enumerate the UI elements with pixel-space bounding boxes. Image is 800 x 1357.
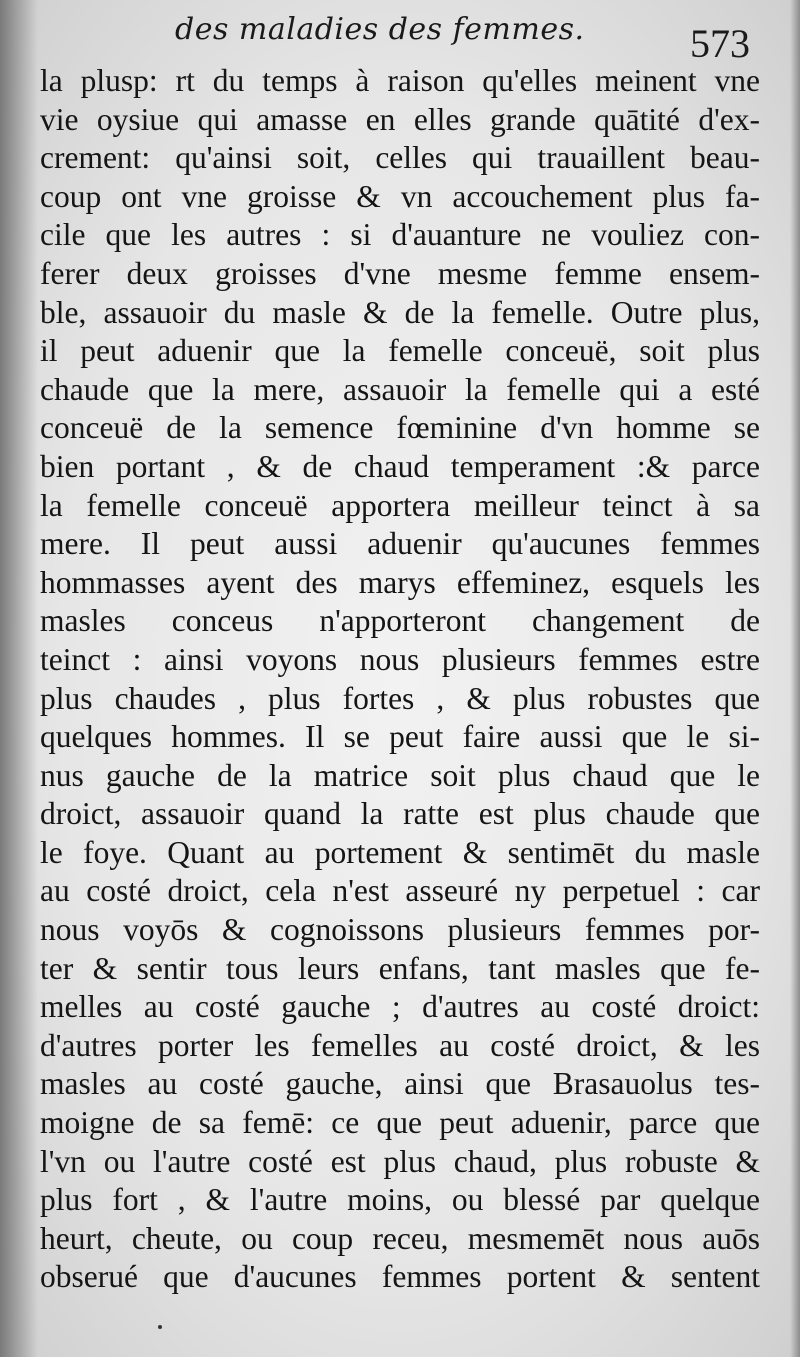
text-line: bien portant , & de chaud temperament :& parce (40, 448, 760, 484)
text-line: obserué que d'aucunes femmes portent & sentent (40, 1259, 760, 1295)
text-line: ble, assauoir du masle & de la femelle. Outre plus, (40, 294, 760, 330)
text-line: conceuë de la semence fœminine d'vn homme se (40, 410, 760, 446)
text-line: vie oysiue qui amasse en elles grande quātité d'ex- (40, 101, 760, 137)
text-line: hommasses ayent des marys effeminez, esquels les (40, 564, 760, 600)
text-line: melles au costé gauche ; d'autres au costé droict: (40, 989, 760, 1025)
page-number: 573 (690, 21, 750, 66)
text-line: au costé droict, cela n'est asseuré ny perpetuel : car (40, 873, 760, 909)
text-line: d'autres porter les femelles au costé droict, & les (40, 1027, 760, 1063)
text-line: masles au costé gauche, ainsi que Brasauolus tes- (40, 1066, 760, 1102)
text-line: nus gauche de la matrice soit plus chaud que le (40, 757, 760, 793)
text-line: teinct : ainsi voyons nous plusieurs femmes estre (40, 641, 760, 677)
text-line: crement: qu'ainsi soit, celles qui trauaillent beau- (40, 140, 760, 176)
running-title: des maladies des femmes. (175, 12, 585, 47)
text-line: ter & sentir tous leurs enfans, tant masles que fe- (40, 950, 760, 986)
text-line: mere. Il peut aussi aduenir qu'aucunes femmes (40, 526, 760, 562)
ink-speck (158, 1325, 162, 1329)
text-line: plus fort , & l'autre moins, ou blessé par quelque (40, 1182, 760, 1218)
text-line: droict, assauoir quand la ratte est plus chaude que (40, 796, 760, 832)
text-line: le foye. Quant au portement & sentimēt du masle (40, 834, 760, 870)
text-line: coup ont vne groisse & vn accouchement plus fa- (40, 178, 760, 214)
text-line: heurt, cheute, ou coup receu, mesmemēt nous auōs (40, 1220, 760, 1256)
text-line: plus chaudes , plus fortes , & plus robustes que (40, 680, 760, 716)
text-line: masles conceus n'apporteront changement de (40, 603, 760, 639)
text-block (40, 62, 760, 1297)
text-line: quelques hommes. Il se peut faire aussi que le si- (40, 719, 760, 755)
text-line: cile que les autres : si d'auanture ne vouliez con- (40, 217, 760, 253)
text-line: ferer deux groisses d'vne mesme femme ensem- (40, 255, 760, 291)
text-line: chaude que la mere, assauoir la femelle qui a esté (40, 371, 760, 407)
text-line: moigne de sa femē: ce que peut aduenir, parce que (40, 1105, 760, 1141)
text-line: nous voyōs & cognoissons plusieurs femmes por- (40, 912, 760, 948)
page-edge (790, 0, 800, 1357)
text-line: la femelle conceuë apportera meilleur teinct à sa (40, 487, 760, 523)
text-line: l'vn ou l'autre costé est plus chaud, plus robuste & (40, 1143, 760, 1179)
binding-shadow (0, 0, 38, 1357)
text-line: il peut aduenir que la femelle conceuë, soit plus (40, 333, 760, 369)
text-line: la plusp: rt du temps à raison qu'elles meinent vne (40, 63, 760, 98)
